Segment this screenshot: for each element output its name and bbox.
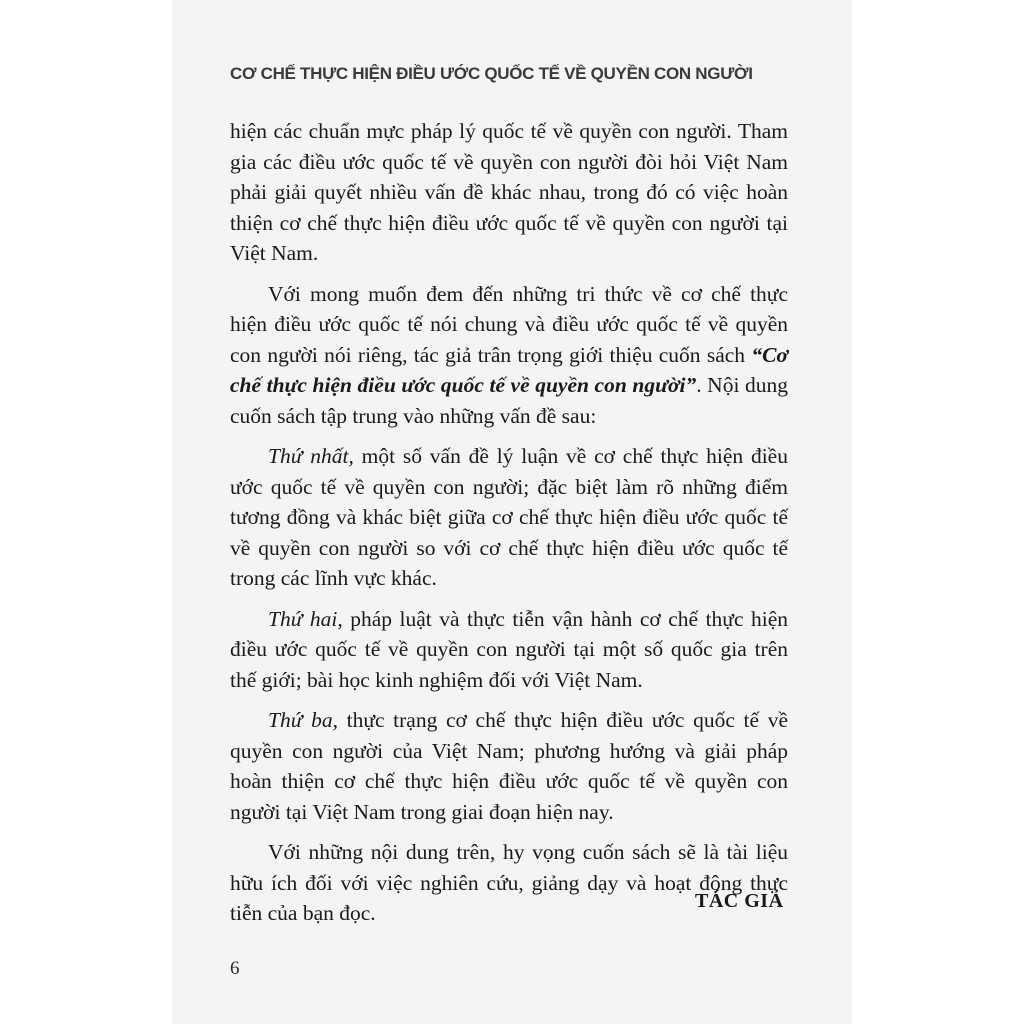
first-topic-text: một số vấn đề lý luận về cơ chế thực hiện điều ước quốc tế về quyền con người; đặc biệt làm rõ những điểm tương đồng và khác biệt giữa cơ chế thực hiện điều ước quốc tế về quyền con người so với cơ chế thực hiện điều ước quốc tế trong các lĩnh vực khác.	[230, 444, 788, 590]
third-topic-lead: Thứ ba,	[268, 708, 338, 732]
paragraph-intro-continuation: hiện các chuẩn mực pháp lý quốc tế về quyền con người. Tham gia các điều ước quốc tế về quyền con người đòi hỏi Việt Nam phải giải quyết nhiều vấn đề khác nhau, trong đó có việc hoàn thiện cơ chế thực hiện điều ước quốc tế về quyền con người tại Việt Nam.	[230, 119, 788, 265]
book-title: “Cơ chế thực hiện điều ước quốc tế về quyền con người”	[230, 342, 788, 397]
paragraph-second-topic	[230, 604, 788, 696]
paragraph-closing: Với những nội dung trên, hy vọng cuốn sách sẽ là tài liệu hữu ích đối với việc nghiên cứu, giảng dạy và hoạt động thực tiễn của bạn đọc.	[230, 840, 788, 925]
third-topic-text: thực trạng cơ chế thực hiện điều ước quốc tế về quyền con người của Việt Nam; phương hướng và giải pháp hoàn thiện cơ chế thực hiện điều ước quốc tế về quyền con người tại Việt Nam trong giai đoạn hiện nay.	[230, 708, 788, 824]
body-text	[230, 116, 788, 939]
author-signature: TÁC GIẢ	[695, 890, 784, 912]
second-topic-lead: Thứ hai,	[268, 606, 343, 631]
paragraph-book-introduction	[230, 279, 788, 432]
page-number: 6	[230, 958, 240, 979]
intro-text: Với mong muốn đem đến những tri thức về cơ chế thực hiện điều ước quốc tế nói chung và điều ước quốc tế về quyền con người nói riêng, tác giả trân trọng giới thiệu cuốn sách	[230, 281, 788, 367]
running-head: CƠ CHẾ THỰC HIỆN ĐIỀU ƯỚC QUỐC TẾ VỀ QUYỀN CON NGƯỜI	[230, 64, 753, 83]
first-topic-lead: Thứ nhất,	[268, 444, 354, 468]
paragraph-first-topic	[230, 441, 788, 594]
intro-text-end: . Nội dung cuốn sách tập trung vào những vấn đề sau:	[230, 373, 788, 428]
second-topic-text: pháp luật và thực tiễn vận hành cơ chế thực hiện điều ước quốc tế về quyền con người tại một số quốc gia trên thế giới; bài học kinh nghiệm đối với Việt Nam.	[230, 606, 788, 692]
paragraph-third-topic	[230, 705, 788, 827]
